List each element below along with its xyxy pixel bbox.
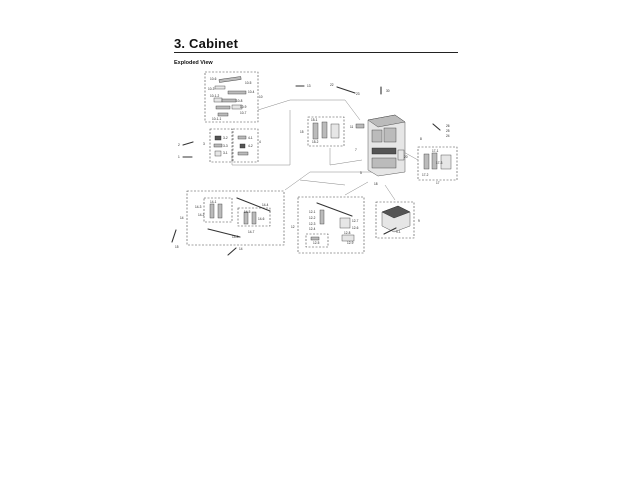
part: [214, 144, 222, 147]
part: [228, 248, 236, 255]
part: [252, 212, 256, 224]
part: [218, 204, 222, 218]
svg-text:12-4: 12-4: [309, 227, 316, 231]
part: [183, 142, 193, 145]
svg-text:10-1-1: 10-1-1: [212, 117, 222, 121]
svg-text:8: 8: [420, 137, 422, 141]
part: [356, 124, 364, 128]
svg-text:10-8: 10-8: [236, 99, 243, 103]
svg-text:14-2: 14-2: [198, 213, 205, 217]
dashed-group-box: [233, 129, 258, 162]
svg-text:12-3: 12-3: [309, 222, 316, 226]
svg-text:17: 17: [436, 181, 440, 185]
svg-text:25: 25: [446, 129, 450, 133]
part: [215, 136, 221, 140]
leader-line: [385, 185, 395, 200]
svg-text:14: 14: [239, 247, 243, 251]
svg-text:14: 14: [180, 216, 184, 220]
svg-text:12: 12: [291, 225, 295, 229]
dashed-group-box: [298, 197, 364, 253]
group-bottom-left: [172, 191, 284, 255]
part: [340, 218, 350, 228]
cabinet-compartment: [372, 130, 382, 142]
svg-text:10: 10: [259, 95, 263, 99]
svg-text:12-8: 12-8: [344, 231, 351, 235]
svg-text:3-3: 3-3: [223, 144, 228, 148]
part: [228, 91, 246, 94]
svg-text:4: 4: [259, 140, 261, 144]
part: [441, 155, 451, 169]
part: [215, 86, 225, 89]
svg-text:15-2: 15-2: [312, 140, 319, 144]
svg-text:10-5: 10-5: [245, 81, 252, 85]
svg-text:10-1-2: 10-1-2: [210, 94, 220, 98]
svg-text:14-7: 14-7: [248, 230, 255, 234]
svg-text:15: 15: [300, 130, 304, 134]
svg-text:9-1: 9-1: [396, 230, 401, 234]
svg-text:12-7: 12-7: [352, 219, 359, 223]
part: [313, 123, 318, 139]
loose-parts-right: [433, 124, 450, 138]
svg-text:12-6: 12-6: [352, 226, 359, 230]
group-top-left: [205, 72, 263, 122]
refrigerator-cabinet: [355, 115, 422, 186]
part: [320, 210, 324, 224]
svg-text:14-6: 14-6: [258, 217, 265, 221]
svg-text:3: 3: [203, 142, 205, 146]
group-drawer: [376, 202, 420, 238]
part: [222, 99, 236, 102]
svg-text:18: 18: [374, 182, 378, 186]
part: [240, 144, 245, 148]
cabinet-drawer: [372, 158, 396, 168]
group-bottom-center: [291, 197, 364, 253]
svg-text:17-2: 17-2: [422, 173, 429, 177]
svg-text:14-1: 14-1: [210, 200, 217, 204]
svg-text:12-2: 12-2: [309, 216, 316, 220]
svg-text:15-1: 15-1: [311, 118, 318, 122]
part: [433, 124, 440, 130]
part: [216, 106, 230, 109]
svg-text:30: 30: [386, 89, 390, 93]
svg-text:3-2: 3-2: [223, 136, 228, 140]
section-subtitle: Exploded View: [174, 60, 213, 66]
svg-text:10-7: 10-7: [240, 111, 247, 115]
part: [322, 122, 327, 138]
svg-text:11: 11: [350, 125, 354, 129]
svg-text:9: 9: [418, 219, 420, 223]
part: [218, 113, 228, 116]
part: [214, 98, 222, 102]
svg-text:10-9: 10-9: [240, 105, 247, 109]
svg-text:12-5: 12-5: [313, 241, 320, 245]
svg-text:5: 5: [360, 171, 362, 175]
svg-text:4-2: 4-2: [248, 144, 253, 148]
loose-parts-top: [296, 83, 390, 96]
part: [238, 136, 246, 139]
svg-text:10-6: 10-6: [210, 77, 217, 81]
section-title: 3. Cabinet: [174, 36, 239, 51]
svg-text:7: 7: [355, 148, 357, 152]
svg-text:22: 22: [330, 83, 334, 87]
leader-line: [345, 182, 368, 195]
loose-parts-left: [178, 142, 193, 159]
group-center-door: [300, 117, 364, 146]
part: [215, 151, 221, 156]
part: [172, 230, 176, 242]
svg-text:17-1: 17-1: [432, 149, 439, 153]
svg-text:10-4: 10-4: [248, 90, 255, 94]
svg-text:20: 20: [404, 155, 408, 159]
svg-text:12-9: 12-9: [347, 241, 354, 245]
svg-text:24: 24: [446, 134, 450, 138]
svg-text:23: 23: [356, 92, 360, 96]
svg-text:3-1: 3-1: [223, 151, 228, 155]
svg-text:12-1: 12-1: [309, 210, 316, 214]
group-right-door: [418, 147, 457, 185]
svg-text:10-3: 10-3: [208, 87, 215, 91]
cabinet-compartment: [384, 128, 396, 142]
leader-line: [300, 180, 345, 185]
part: [238, 152, 248, 155]
svg-text:15: 15: [175, 245, 179, 249]
svg-text:26: 26: [446, 124, 450, 128]
group-left-middle: [203, 129, 261, 162]
svg-text:14-8: 14-8: [232, 235, 239, 239]
part: [210, 204, 214, 218]
svg-text:13: 13: [307, 84, 311, 88]
part: [311, 237, 319, 240]
part: [331, 124, 339, 138]
svg-text:17-3: 17-3: [436, 161, 443, 165]
part: [424, 154, 429, 169]
svg-text:2: 2: [178, 143, 180, 147]
cabinet-drawer: [372, 148, 396, 154]
svg-text:14-5: 14-5: [244, 210, 251, 214]
svg-text:14-4: 14-4: [262, 203, 269, 207]
svg-text:14-3: 14-3: [195, 205, 202, 209]
leader-line: [330, 148, 362, 165]
svg-text:1: 1: [178, 155, 180, 159]
part: [337, 87, 355, 93]
part: [219, 76, 241, 82]
svg-text:4-1: 4-1: [248, 136, 253, 140]
